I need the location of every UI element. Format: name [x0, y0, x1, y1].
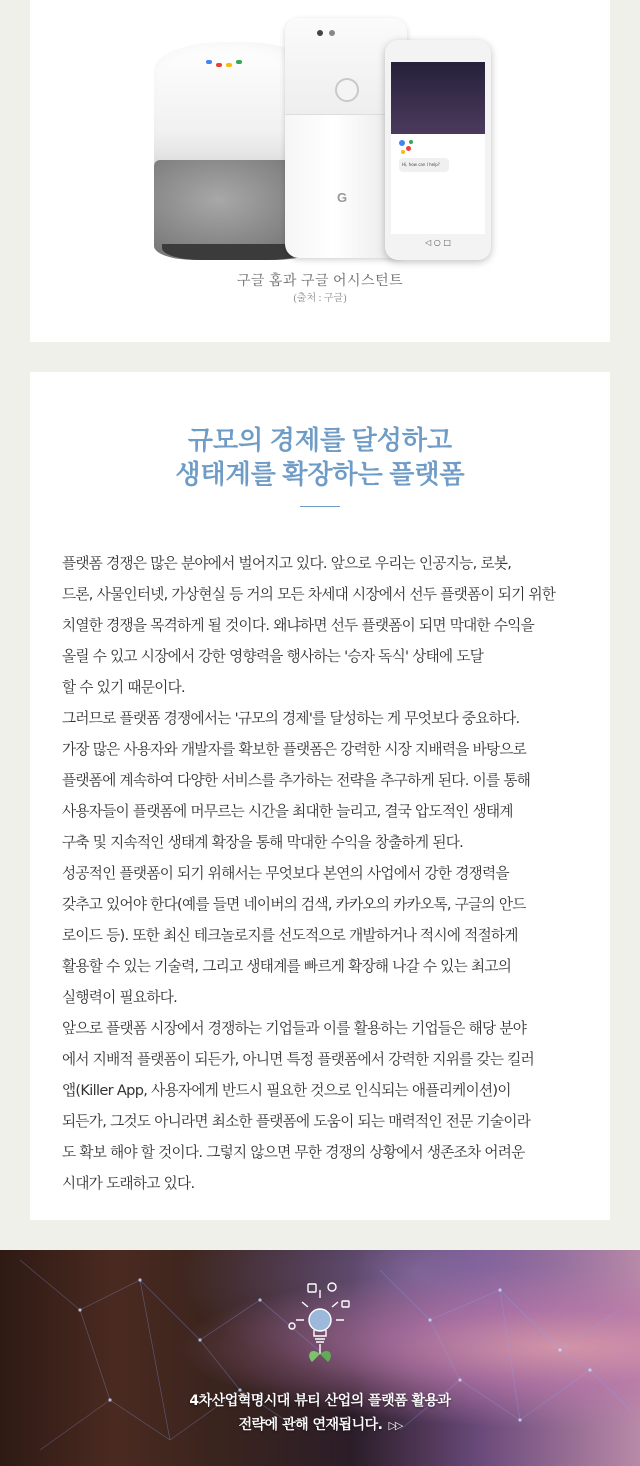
speaker-led [206, 60, 212, 64]
article-card [30, 372, 610, 1220]
banner-line [0, 1414, 640, 1434]
body-line: 가장 많은 사용자와 개발자를 확보한 플랫폼은 강력한 시장 지배력을 바탕으로 [62, 741, 527, 758]
lightbulb-icon [282, 1276, 358, 1372]
body-line: 올릴 수 있고 시장에서 강한 영향력을 행사하는 '승자 독식' 상태에 도달 [62, 648, 484, 665]
speaker-led [226, 63, 232, 67]
article-title [30, 424, 610, 492]
product-image-card [30, 0, 610, 342]
product-photo [30, 0, 610, 262]
phone-nav-bar: ◁ ○ □ [391, 236, 485, 250]
body-line: 성공적인 플랫폼이 되기 위해서는 무엇보다 본연의 사업에서 강한 경쟁력을 [62, 865, 509, 882]
body-line: 앞으로 플랫폼 시장에서 경쟁하는 기업들과 이를 활용하는 기업들은 해당 분야 [62, 1020, 527, 1037]
banner-line: 4차산업혁명시대 뷰티 산업의 플랫폼 활용과 [189, 1393, 451, 1409]
body-line: 드론, 사물인터넷, 가상현실 등 거의 모든 차세대 시장에서 선두 플랫폼이 되기 위한 [62, 586, 556, 603]
body-line: 구축 및 지속적인 생태계 확장을 통해 막대한 수익을 창출하게 된다. [62, 834, 464, 851]
body-line: 플랫폼에 계속하여 다양한 서비스를 추가하는 전략을 추구하게 된다. 이를 통해 [62, 772, 531, 789]
flash-icon [329, 30, 335, 36]
screen-header [391, 62, 485, 134]
assistant-dot [409, 140, 413, 144]
image-caption: 구글 홈과 구글 어시스턴트 [236, 274, 404, 289]
title-line: 규모의 경제를 달성하고 [187, 426, 453, 455]
body-line: 그러므로 플랫폼 경쟁에서는 '규모의 경제'를 달성하는 게 무엇보다 중요하다. [62, 710, 520, 727]
body-line: 할 수 있기 때문이다. [62, 679, 185, 696]
title-divider [300, 506, 340, 507]
body-line: 로이드 등). 또한 최신 테크놀로지를 선도적으로 개발하거나 적시에 적절하게 [62, 927, 518, 944]
body-line: 갖추고 있어야 한다(예를 들면 네이버의 검색, 카카오의 카카오톡, 구글의 안드 [62, 896, 526, 913]
image-source: (출처 : 구글) [293, 293, 347, 304]
series-banner [0, 1250, 640, 1466]
assistant-dot [401, 150, 405, 154]
camera-icon [317, 30, 323, 36]
assistant-bubble: Hi, how can I help? [399, 158, 449, 172]
body-line: 실행력이 필요하다. [62, 989, 178, 1006]
body-line: 사용자들이 플랫폼에 머무르는 시간을 최대한 늘리고, 결국 압도적인 생태계 [62, 803, 513, 820]
body-line: 치열한 경쟁을 목격하게 될 것이다. 왜냐하면 선두 플랫폼이 되면 막대한 수익을 [62, 617, 535, 634]
article-body [62, 548, 582, 1199]
body-line: 플랫폼 경쟁은 많은 분야에서 벌어지고 있다. 앞으로 우리는 인공지능, 로봇, [62, 555, 512, 572]
body-line: 도 확보 해야 할 것이다. 그렇지 않으면 무한 경쟁의 상황에서 생존조차 어려운 [62, 1144, 525, 1161]
assistant-dot [399, 140, 405, 146]
body-line: 에서 지배적 플랫폼이 되든가, 아니면 특정 플랫폼에서 강력한 지위를 갖는 킬러 [62, 1051, 535, 1068]
body-line: 앱(Killer App, 사용자에게 반드시 필요한 것으로 인식되는 애플리케이션)이 [62, 1082, 511, 1099]
title-line: 생태계를 확장하는 플랫폼 [175, 460, 465, 489]
banner-line-text: 전략에 관해 연재됩니다. [238, 1417, 383, 1433]
double-arrow-icon: ▷▷ [388, 1419, 402, 1432]
fingerprint-sensor [335, 78, 359, 102]
body-line: 활용할 수 있는 기술력, 그리고 생태계를 빠르게 확장해 나갈 수 있는 최고의 [62, 958, 512, 975]
assistant-dot [406, 146, 411, 151]
phone-screen [391, 62, 485, 234]
body-line: 시대가 도래하고 있다. [62, 1175, 195, 1192]
pixel-phone-front [385, 40, 491, 260]
speaker-led [216, 63, 222, 67]
phone-logo: G [337, 190, 348, 205]
speaker-led [236, 60, 242, 64]
body-line: 되든가, 그것도 아니라면 최소한 플랫폼에 도움이 되는 매력적인 전문 기술이라 [62, 1113, 531, 1130]
